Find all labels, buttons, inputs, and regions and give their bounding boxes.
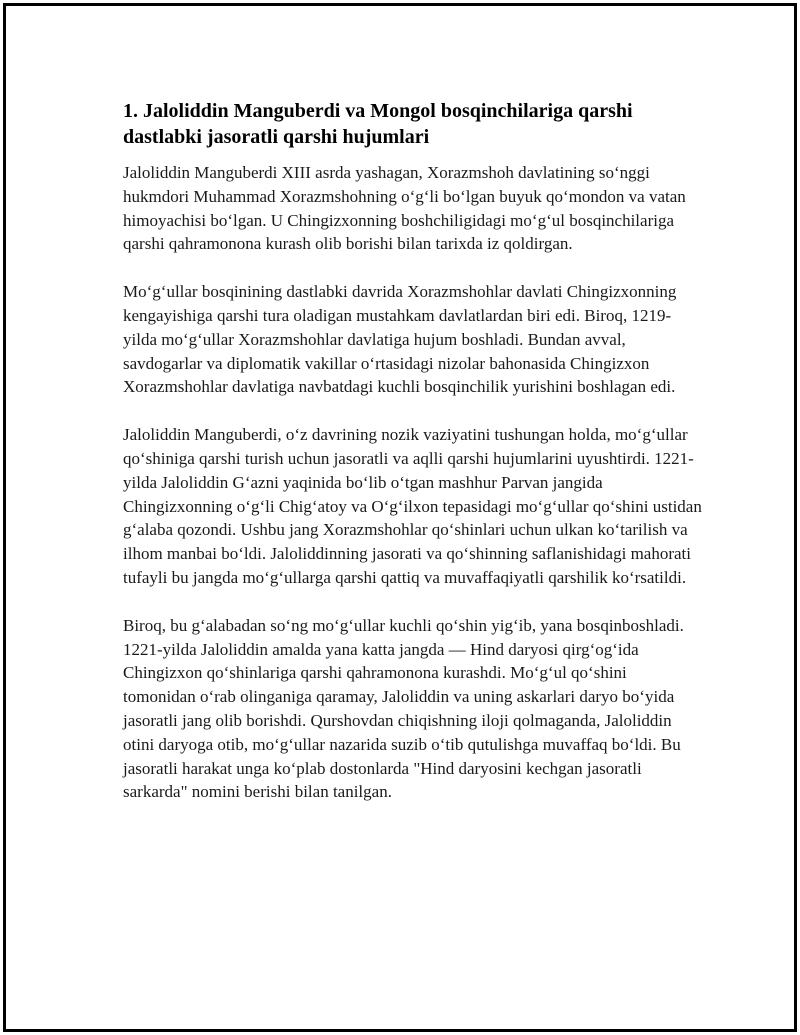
paragraph-parvan-battle: Jaloliddin Manguberdi, o‘z davrining nozik vaziyatini tushungan holda, mo‘g‘ullar qo‘shiniga qarshi turish uchun jasoratli va aqlli qarshi hujumlarini uyushtirdi. 1221-yilda Jaloliddin G‘azni yaqinida bo‘lib o‘tgan mashhur Parvan jangida Chingizxonning o‘g‘li Chig‘atoy va O‘g‘ilxon tepasidagi mo‘g‘ullar qo‘shini ustidan g‘alaba qozondi. Ushbu jang Xorazmshohlar qo‘shinlari uchun ulkan ko‘tarilish va ilhom manbai bo‘ldi. Jaloliddinning jasorati va qo‘shinning saflanishidagi mahorati tufayli bu jangda mo‘g‘ullarga qarshi qattiq va muvaffaqiyatli qarshilik ko‘rsatildi. <box>123 425 702 587</box>
page-border <box>3 3 797 1032</box>
document-body <box>123 98 703 828</box>
section-heading: 1. Jaloliddin Manguberdi va Mongol bosqinchilariga qarshi dastlabki jasoratli qarshi hujumlari <box>123 100 633 148</box>
paragraph-intro: Jaloliddin Manguberdi XIII asrda yashagan, Xorazmshoh davlatining so‘nggi hukmdori Muhammad Xorazmshohning o‘g‘li bo‘lgan buyuk qo‘mondon va vatan himoyachisi bo‘lgan. U Chingizxonning boshchiligidagi mo‘g‘ul bosqinchilariga qarshi qahramonona kurash olib borishi bilan tarixda iz qoldirgan. <box>123 163 686 254</box>
paragraph-invasion: Mo‘g‘ullar bosqinining dastlabki davrida Xorazmshohlar davlati Chingizxonning kengayishiga qarshi tura oladigan mustahkam davlatlardan biri edi. Biroq, 1219-yilda mo‘g‘ullar Xorazmshohlar davlatiga hujum boshladi. Bundan avval, savdogarlar va diplomatik vakillar o‘rtasidagi nizolar bahonasida Chingizxon Xorazmshohlar davlatiga navbatdagi kuchli bosqinchilik yurishini boshlagan edi. <box>123 282 677 397</box>
paragraph-indus-battle: Biroq, bu g‘alabadan so‘ng mo‘g‘ullar kuchli qo‘shin yig‘ib, yana bosqinboshladi. 1221-yilda Jaloliddin amalda yana katta jangda — Hind daryosi qirg‘og‘ida Chingizxon qo‘shinlariga qarshi qahramonona kurashdi. Mo‘g‘ul qo‘shini tomonidan o‘rab olinganiga qaramay, Jaloliddin va uning askarlari daryo bo‘yida jasoratli jang olib borishdi. Qurshovdan chiqishning iloji qolmaganda, Jaloliddin otini daryoga otib, mo‘g‘ullar nazarida suzib o‘tib qutulishga muvaffaq bo‘ldi. Bu jasoratli harakat unga ko‘plab dostonlarda "Hind daryosini kechgan jasoratli sarkarda" nomini berishi bilan tanilgan. <box>123 615 684 802</box>
